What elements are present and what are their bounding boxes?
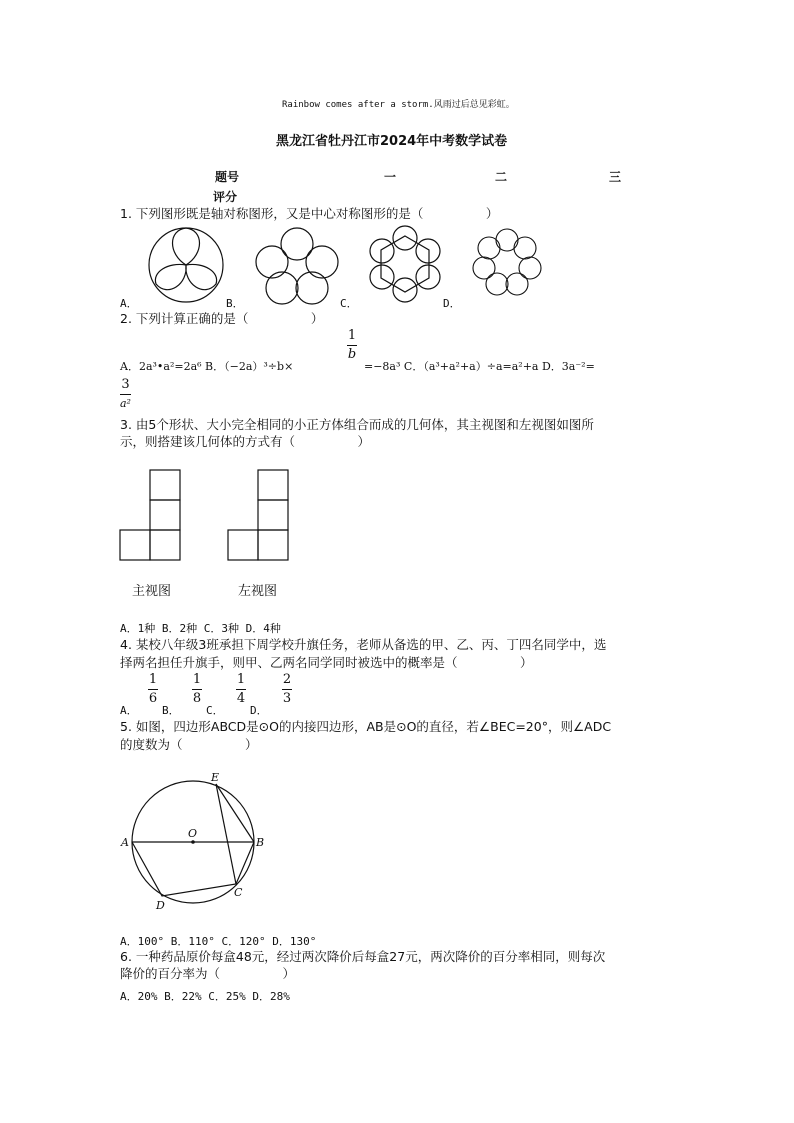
q4-frac-a-num: 1 <box>148 672 158 687</box>
q4-frac-c-den: 4 <box>236 691 246 706</box>
q3-stem-line1: 3. 由5个形状、大小完全相同的小正方体组合而成的几何体，其主视图和左视图如图所 <box>120 417 594 432</box>
q5-point-a: A <box>121 836 129 849</box>
q4-stem-line2: 择两名担任升旗手，则甲、乙两名同学同时被选中的概率是（ ） <box>120 655 533 670</box>
q2-fraction-1-over-b <box>347 329 357 362</box>
q1-option-b: B． <box>226 297 244 310</box>
score-table-col-3: 三 <box>609 170 622 184</box>
q4-option-a: A． <box>120 704 138 717</box>
q4-frac-a <box>148 673 158 706</box>
fraction-bar <box>148 689 158 690</box>
q2-stem: 2. 下列计算正确的是（ ） <box>120 311 324 326</box>
q2-frac-num: 1 <box>347 328 357 343</box>
q1-figure-c <box>366 224 444 304</box>
q5-stem-line2: 的度数为（ ） <box>120 737 258 752</box>
q4-option-d: D． <box>250 704 268 717</box>
score-table-col-1: 一 <box>384 170 397 184</box>
q5-point-c: C <box>234 886 243 899</box>
q5-point-b: B <box>256 836 265 849</box>
q2-frac-den: b <box>347 347 357 362</box>
q4-frac-d-den: 3 <box>282 691 292 706</box>
fraction-bar <box>120 394 131 395</box>
q1-option-d: D． <box>443 297 461 310</box>
q3-caption-front-view: 主视图 <box>132 584 172 599</box>
q4-option-b: B． <box>162 704 180 717</box>
q5-circle-figure <box>118 766 270 914</box>
exam-title: 黑龙江省牡丹江市2024年中考数学试卷 <box>276 134 508 149</box>
q5-point-d: D <box>156 899 165 912</box>
q4-frac-d-num: 2 <box>282 672 292 687</box>
q6-stem-line2: 降价的百分率为（ ） <box>120 966 296 981</box>
q4-frac-b-num: 1 <box>192 672 202 687</box>
header-motto: Rainbow comes after a storm.风雨过后总见彩虹。 <box>282 100 515 110</box>
fraction-bar <box>236 689 246 690</box>
q3-stem-line2: 示，则搭建该几何体的方式有（ ） <box>120 434 371 449</box>
score-table-row2-label: 评分 <box>213 190 238 204</box>
q5-options: A．100° B．110° C．120° D．130° <box>120 935 317 948</box>
q1-figure-a <box>146 224 226 306</box>
q4-stem-line1: 4. 某校八年级3班承担下周学校升旗任务，老师从备选的甲、乙、丙、丁四名同学中，选 <box>120 637 607 652</box>
q6-options: A．20% B．22% C．25% D．28% <box>120 990 290 1003</box>
score-table-col-2: 二 <box>495 170 508 184</box>
q2-ans-num: 3 <box>121 377 130 392</box>
q6-stem-line1: 6. 一种药品原价每盒48元，经过两次降价后每盒27元，两次降价的百分率相同，则每次 <box>120 949 606 964</box>
fraction-bar <box>192 689 202 690</box>
q4-frac-b-den: 8 <box>192 691 202 706</box>
q1-option-c: C． <box>340 297 358 310</box>
q2-options-part2: =−8a³ C．（a³+a²+a）÷a=a²+a D．3a⁻²= <box>364 360 595 373</box>
q4-option-c: C． <box>206 704 224 717</box>
q4-frac-d <box>282 673 292 706</box>
q2-options-part1: A．2a³•a²=2a⁶ B．（−2a）³÷b× <box>120 360 294 373</box>
q5-point-e: E <box>211 771 220 784</box>
fraction-bar <box>282 689 292 690</box>
q2-answer-fraction <box>120 378 131 411</box>
q4-frac-c-num: 1 <box>236 672 246 687</box>
q1-stem: 1. 下列图形既是轴对称图形，又是中心对称图形的是（ ） <box>120 206 499 221</box>
fraction-bar <box>347 345 357 346</box>
q5-stem-line1: 5. 如图，四边形ABCD是⊙O的内接四边形，AB是⊙O的直径，若∠BEC=20°，则∠ADC <box>120 719 612 734</box>
score-table-row1-label: 题号 <box>215 170 240 184</box>
q1-figure-b <box>252 222 342 306</box>
q3-options: A．1种 B．2种 C．3种 D．4种 <box>120 622 281 635</box>
q5-point-o: O <box>188 827 198 840</box>
q1-option-a: A． <box>120 297 138 310</box>
q3-caption-left-view: 左视图 <box>238 584 278 599</box>
q3-views-figure <box>118 468 298 596</box>
q4-frac-b <box>192 673 202 706</box>
q4-frac-c <box>236 673 246 706</box>
q1-figure-d <box>470 226 544 298</box>
q2-ans-den: a² <box>120 397 131 410</box>
q4-frac-a-den: 6 <box>148 691 158 706</box>
